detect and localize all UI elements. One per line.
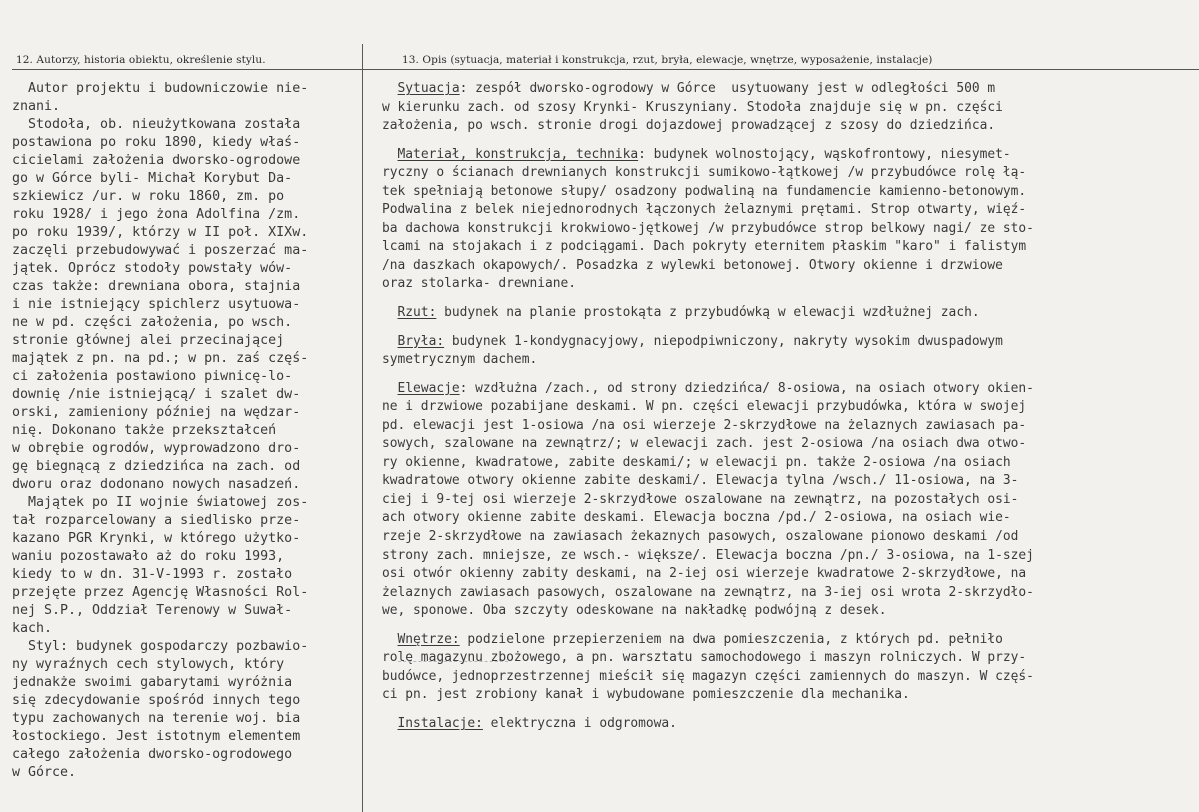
section-line: w kierunku zach. od szosy Krynki- Kruszyniany. Stodoła znajduje się w pn. części: [382, 99, 1003, 115]
section-line: strony zach. mniejsze, ze wsch.- większe/. Elewacja boczna /pn./ 3-osiowa, na 1-szej: [382, 547, 1034, 563]
section-line: oraz stolarka- drewniane.: [382, 276, 577, 292]
history-line: w Górce.: [12, 765, 77, 780]
history-line: majątek z pn. na pd.; w pn. zaś częś-: [12, 351, 309, 366]
section-text: : wzdłużna /zach., od strony dziedzińca/ 8-osiowa, na osiach otwory okien-: [459, 380, 1034, 396]
section-heading: Elewacje: [397, 380, 460, 396]
section-gap: [382, 370, 1034, 380]
section-first-line: [382, 80, 1034, 99]
history-line: postawiona po roku 1890, kiedy właś-: [12, 135, 301, 150]
history-line: zaczęli przebudowywać i poszerzać ma-: [12, 243, 309, 258]
history-line: po roku 1939/, którzy w II poł. XIXw.: [12, 225, 309, 240]
section-line: ciej i 9-tej osi wierzeje 2-skrzydłowe oszalowane na zewnątrz, na pozostałych osi-: [382, 491, 1019, 507]
history-line: Autor projektu i budowniczowie nie-: [12, 81, 309, 96]
history-line: dworu oraz dodonano nowych nasadzeń.: [12, 477, 301, 492]
history-line: nię. Dokonano także przekształceń: [12, 423, 277, 438]
history-line: kazano PGR Krynki, w którego użytko-: [12, 531, 301, 546]
history-line: nej S.P., Oddział Terenowy w Suwał-: [12, 603, 293, 618]
section-line: ach otwory okienne zabite deskami. Elewacja boczna /pd./ 2-osiowa, na osiach wie-: [382, 510, 1011, 526]
section-text: : zespół dworsko-ogrodowy w Górce usytuowany jest w odległości 500 m: [459, 81, 996, 96]
section-text: budynek na planie prostokąta z przybudówką w elewacji wzdłużnej zach.: [436, 305, 980, 321]
history-line: typu zachowanych na terenie woj. bia: [12, 711, 301, 726]
history-line: całego założenia dworsko-ogrodowego: [12, 747, 293, 762]
section-first-line: [382, 715, 1034, 734]
section-line: symetrycznym dachem.: [382, 352, 538, 368]
history-text: [12, 80, 308, 782]
section-line: ne i drzwiowe pozabijane deskami. W pn. części elewacji przybudówka, która w swojej: [382, 399, 1027, 415]
left-header-rule: [12, 69, 362, 70]
section-line: we, sponowe. Oba szczyty odeskowane na nakładkę podwójną z desek.: [382, 603, 887, 619]
history-line: łostockiego. Jest istotnym elementem: [12, 729, 301, 744]
section-heading: Bryła:: [397, 333, 445, 349]
section-gap: [382, 621, 1034, 631]
right-header-rule: [363, 69, 1199, 70]
history-line: jednakże swoimi gabarytami wyróżnia: [12, 675, 293, 690]
section-heading: Materiał, konstrukcja, technika: [397, 146, 639, 162]
history-line: go w Górce byli- Michał Korybut Da-: [12, 171, 293, 186]
section-heading: Rzut:: [397, 305, 437, 321]
section-gap: [382, 294, 1034, 304]
history-line: czas także: drewniana obora, stajnia: [12, 279, 301, 294]
history-line: Majątek po II wojnie światowej zos-: [12, 495, 309, 510]
section-line: /na daszkach okapowych/. Posadzka z wylewki betonowej. Otwory okienne i drzwiowe: [382, 257, 1003, 273]
section-line: budówce, jednoprzestrzennej mieścił się magazyn części zamiennych do maszyn. W częś-: [382, 668, 1034, 684]
section-text: : budynek wolnostojący, wąskofrontowy, niesymet-: [638, 146, 1011, 162]
history-line: ny wyraźnych cech stylowych, który: [12, 657, 285, 672]
section-line: pd. elewacji jest 1-osiowa /na osi wierzeje 2-skrzydłowe na żelaznych zawiasach pa-: [382, 417, 1027, 433]
history-line: się zdecydowanie spośród innych tego: [12, 693, 301, 708]
right-column-header: 13. Opis (sytuacja, materiał i konstrukcja, rzut, bryła, elewacje, wnętrze, wyposażenie, instalacje): [402, 54, 933, 66]
section-text: budynek 1-kondygnacyjowy, niepodpiwniczony, nakryty wysokim dwuspadowym: [444, 333, 1003, 349]
history-line: przejęte przez Agencję Własności Rol-: [12, 585, 309, 600]
section-heading: Wnętrze:: [397, 631, 460, 647]
end-dashes: [398, 661, 508, 662]
section-line: rolę magazynu zbożowego, a pn. warsztatu samochodowego i maszyn rolniczych. W przy-: [382, 650, 1027, 666]
history-line: ne w pd. części założenia, po wsch.: [12, 315, 293, 330]
section-line: ba dachowa konstrukcji krokwiowo-jętkowej /w przybudówce strop belkowy nagi/ ze sto-: [382, 220, 1034, 236]
history-line: gę biegnącą z dziedzińca na zach. od: [12, 459, 301, 474]
column-divider: [362, 44, 363, 812]
section-first-line: [382, 380, 1034, 399]
history-line: jątek. Oprócz stodoły powstały wów-: [12, 261, 293, 276]
history-line: kiedy to w dn. 31-V-1993 r. zostało: [12, 567, 293, 582]
section-heading: Instalacje:: [397, 715, 483, 731]
history-line: roku 1928/ i jego żona Adolfina /zm.: [12, 207, 301, 222]
history-line: stronie głównej alei przecinającej: [12, 333, 285, 348]
section-first-line: [382, 333, 1034, 352]
section-line: założenia, po wsch. stronie drogi dojazdowej prowadzącej z szosy do dziedzińca.: [382, 118, 996, 134]
section-first-line: [382, 146, 1034, 165]
section-line: ryczny o ścianach drewnianych konstrukcji sumikowo-łątkowej /w przybudówce rolę łą-: [382, 165, 1027, 181]
section-line: lcami na stojakach i z podciągami. Dach pokryty eternitem płaskim "karo" i falistym: [382, 239, 1027, 255]
history-line: downię /nie istniejącą/ i szalet dw-: [12, 387, 301, 402]
history-line: i nie istniejący spichlerz usytuowa-: [12, 297, 301, 312]
section-text: elektryczna i odgromowa.: [482, 715, 677, 731]
history-line: znani.: [12, 99, 61, 114]
history-line: Stodoła, ob. nieużytkowana została: [12, 117, 301, 132]
section-heading: Sytuacja: [397, 81, 460, 96]
section-line: ci pn. jest zrobiony kanał i wybudowane pomieszczenie dla mechanika.: [382, 687, 910, 703]
section-line: Podwalina z belek niejednorodnych łączonych żelaznymi prętami. Strop otwarty, więź-: [382, 202, 1027, 218]
section-gap: [382, 136, 1034, 146]
section-first-line: [382, 304, 1034, 323]
history-line: ci założenia postawiono piwnicę-lo-: [12, 369, 293, 384]
history-line: tał rozparcelowany a siedlisko prze-: [12, 513, 301, 528]
section-gap: [382, 323, 1034, 333]
section-line: rzeje 2-skrzydłowe na zawiasach żekaznych pasowych, oszalowane pionowo deskami /od: [382, 529, 1019, 545]
description-text: [382, 80, 1034, 734]
section-line: sowych, szalowane na zewnątrz/; w elewacji zach. jest 2-osiowa /na osiach dwa otwo-: [382, 436, 1027, 452]
history-line: orski, zamieniony później na wędzar-: [12, 405, 301, 420]
section-line: kwadratowe otwory okienne zabite deskami/. Elewacja tylna /wsch./ 11-osiowa, na 3-: [382, 473, 1019, 489]
left-column-header: 12. Autorzy, historia obiektu, określenie stylu.: [16, 54, 266, 66]
section-text: podzielone przepierzeniem na dwa pomieszczenia, z których pd. pełniło: [459, 631, 1003, 647]
section-line: tek spełniają betonowe słupy/ osadzony podwaliną na fundamencie kamienno-betonowym.: [382, 183, 1027, 199]
history-line: cicielami założenia dworsko-ogrodowe: [12, 153, 301, 168]
history-line: szkiewicz /ur. w roku 1860, zm. po: [12, 189, 285, 204]
section-first-line: [382, 631, 1034, 650]
section-line: osi otwór okienny zabity deskami, na 2-iej osi wierzeje kwadratowe 2-skrzydłowe, na: [382, 566, 1027, 582]
history-line: kach.: [12, 621, 53, 636]
history-line: Styl: budynek gospodarczy pozbawio-: [12, 639, 309, 654]
section-line: ry okienne, kwadratowe, zabite deskami/; w elewacji pn. także 2-osiowa /na osiach: [382, 454, 1011, 470]
history-line: waniu pozostawało aż do roku 1993,: [12, 549, 285, 564]
history-line: w obrębie ogrodów, wyprowadzono dro-: [12, 441, 301, 456]
section-line: żelaznych zawiasach pasowych, oszalowane na zewnątrz, na 3-iej osi wrota 2-skrzydło-: [382, 584, 1034, 600]
section-gap: [382, 705, 1034, 715]
